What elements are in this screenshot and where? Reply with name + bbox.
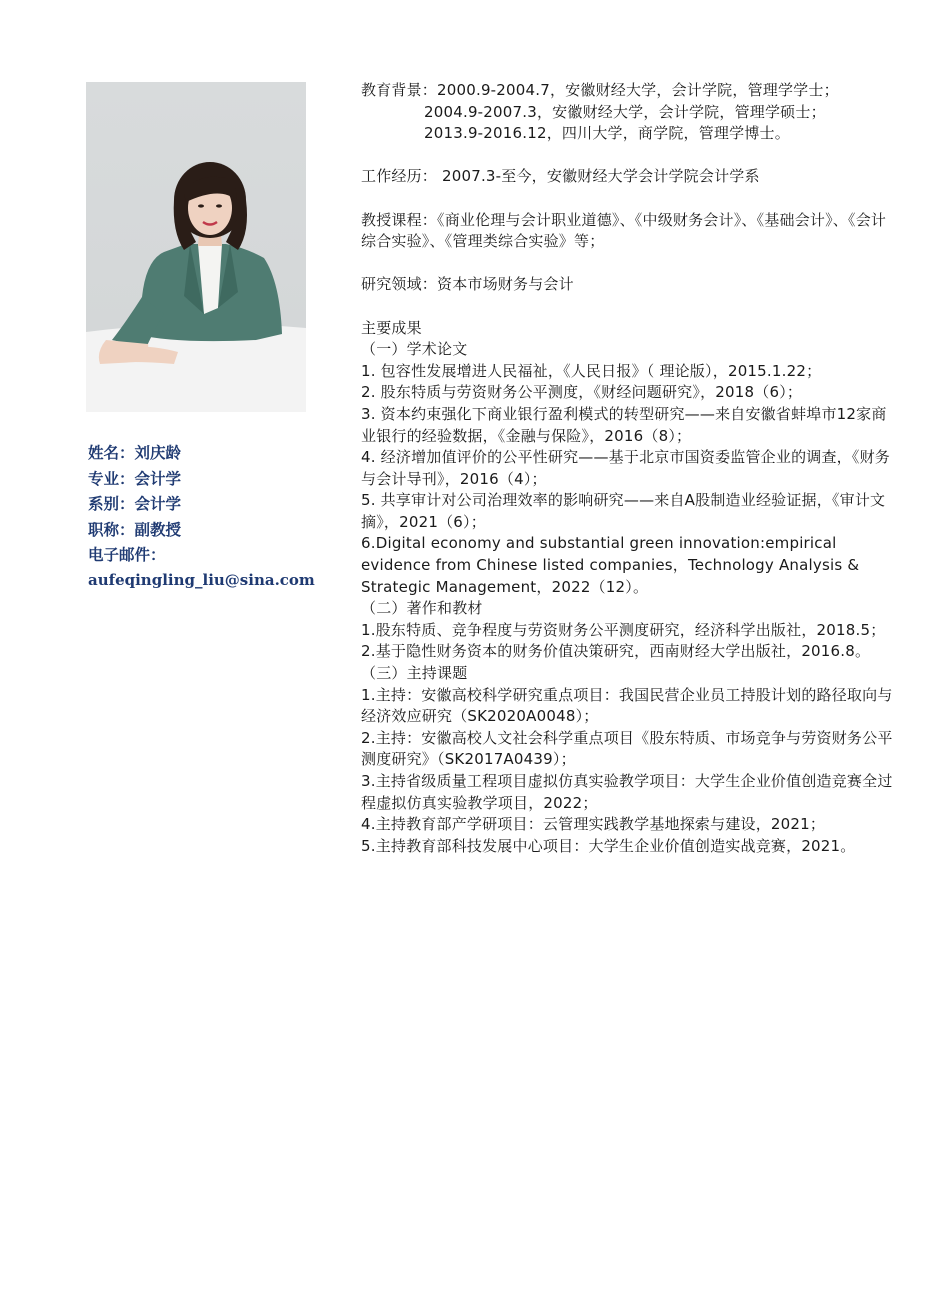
list-item: 4.主持教育部产学研项目：云管理实践教学基地探索与建设，2021； [361, 815, 826, 834]
courses-taught: 教授课程：《商业伦理与会计职业道德》、《中级财务会计》、《基础会计》、《会计综合实验》、《管理类综合实验》等； [361, 210, 887, 251]
major-label: 专业：会计学 [88, 468, 182, 488]
email-address[interactable]: aufeqingling_liu@sina.com [88, 570, 315, 589]
department-label: 系别：会计学 [88, 494, 182, 513]
email-label: 电子邮件： [88, 545, 166, 564]
work-experience: 工作经历： 2007.3-至今，安徽财经大学会计学院会计学系 [361, 167, 760, 186]
title-label: 职称：副教授 [88, 519, 182, 539]
list-item: 1. 包容性发展增进人民福祉，《人民日报》（ 理论版），2015.1.22； [361, 361, 822, 380]
list-item: 1.股东特质、竞争程度与劳资财务公平测度研究，经济科学出版社，2018.5； [361, 620, 886, 639]
list-item: 1.主持：安徽高校科学研究重点项目：我国民营企业员工持股计划的路径取向与经济效应研究（SK2020A0048）； [361, 685, 893, 726]
books-heading: （二）著作和教材 [361, 599, 483, 618]
papers-heading: （一）学术论文 [361, 340, 468, 359]
name-label: 姓名：刘庆龄 [88, 443, 182, 462]
list-item: 2.主持：安徽高校人文社会科学重点项目《股东特质、市场竞争与劳资财务公平测度研究》（SK2017A0439）； [361, 728, 893, 769]
list-item: 3. 资本约束强化下商业银行盈利模式的转型研究——来自安徽省蚌埠市12家商业银行的经验数据，《金融与保险》，2016（8）； [361, 404, 887, 445]
resume-body [361, 80, 901, 857]
list-item: 3.主持省级质量工程项目虚拟仿真实验教学项目：大学生企业价值创造竞赛全过程虚拟仿真实验教学项目，2022； [361, 772, 893, 812]
education-line-2: 2004.9-2007.3，安徽财经大学，会计学院，管理学硕士； [424, 102, 826, 121]
projects-heading: （三）主持课题 [361, 664, 468, 683]
profile-info [88, 440, 328, 593]
list-item: 5. 共享审计对公司治理效率的影响研究——来自A股制造业经验证据，《审计文摘》，2021（6）； [361, 491, 886, 531]
list-item: 5.主持教育部科技发展中心项目：大学生企业价值创造实战竞赛，2021。 [361, 836, 856, 855]
list-item: 6.Digital economy and substantial green innovation:empirical evidence from Chinese listed companies，Technology Analysis & Strategic Management，2022（12）。 [361, 534, 860, 596]
list-item: 4. 经济增加值评价的公平性研究——基于北京市国资委监管企业的调查，《财务与会计导刊》，2016（4）； [361, 448, 890, 488]
achievements-heading: 主要成果 [361, 318, 422, 337]
profile-photo [86, 82, 306, 412]
research-field: 研究领域：资本市场财务与会计 [361, 275, 574, 294]
list-item: 2.基于隐性财务资本的财务价值决策研究，西南财经大学出版社，2016.8。 [361, 642, 871, 661]
education-line-1: 教育背景：2000.9-2004.7，安徽财经大学，会计学院，管理学学士； [361, 81, 839, 99]
education-line-3: 2013.9-2016.12，四川大学，商学院，管理学博士。 [424, 124, 790, 143]
list-item: 2. 股东特质与劳资财务公平测度，《财经问题研究》，2018（6）； [361, 383, 803, 402]
